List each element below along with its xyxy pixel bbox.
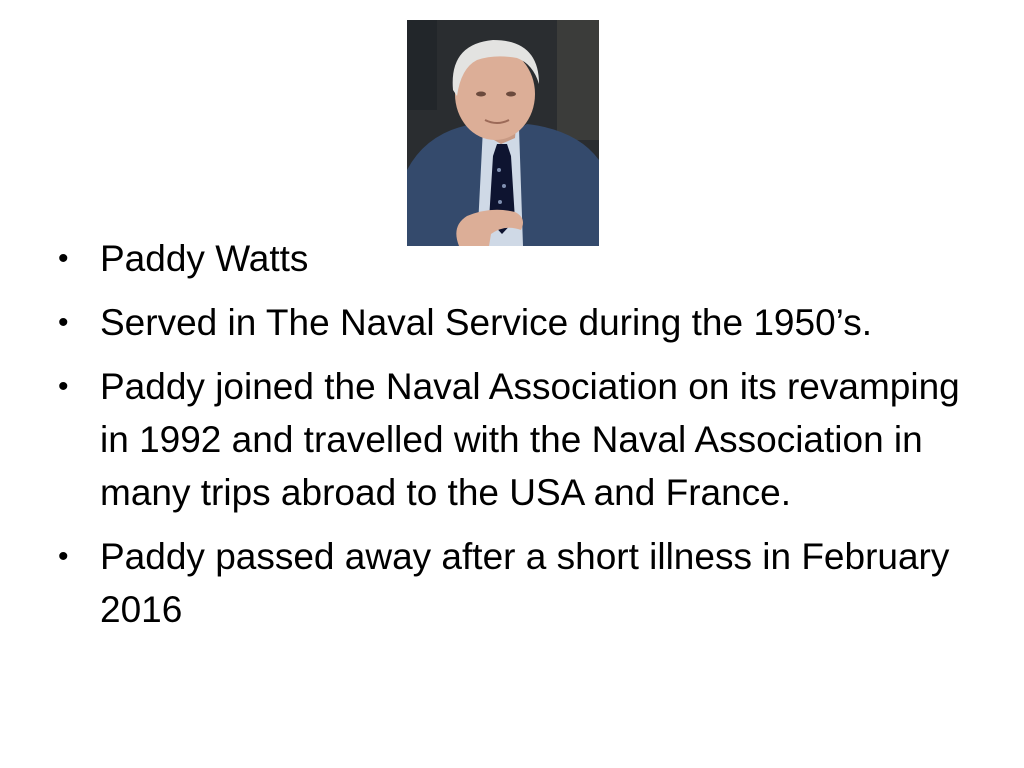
bullet-item <box>56 530 976 636</box>
bullet-list <box>56 232 976 647</box>
bullet-text: Served in The Naval Service during the 1950’s. <box>100 302 872 343</box>
bullet-icon: • <box>58 370 69 403</box>
bullet-icon: • <box>58 306 69 339</box>
portrait-photo <box>407 20 599 246</box>
bullet-text: Paddy passed away after a short illness in February 2016 <box>100 536 950 630</box>
bullet-text: Paddy Watts <box>100 238 309 279</box>
bullet-icon: • <box>58 540 69 573</box>
bullet-item <box>56 360 976 519</box>
portrait-image <box>407 20 599 246</box>
bullet-icon: • <box>58 242 69 275</box>
bullet-text: Paddy joined the Naval Association on its revamping in 1992 and travelled with the Naval Association in many trips abroad to the USA and France. <box>100 366 960 513</box>
bullet-item <box>56 296 976 349</box>
bullet-item <box>56 232 976 285</box>
